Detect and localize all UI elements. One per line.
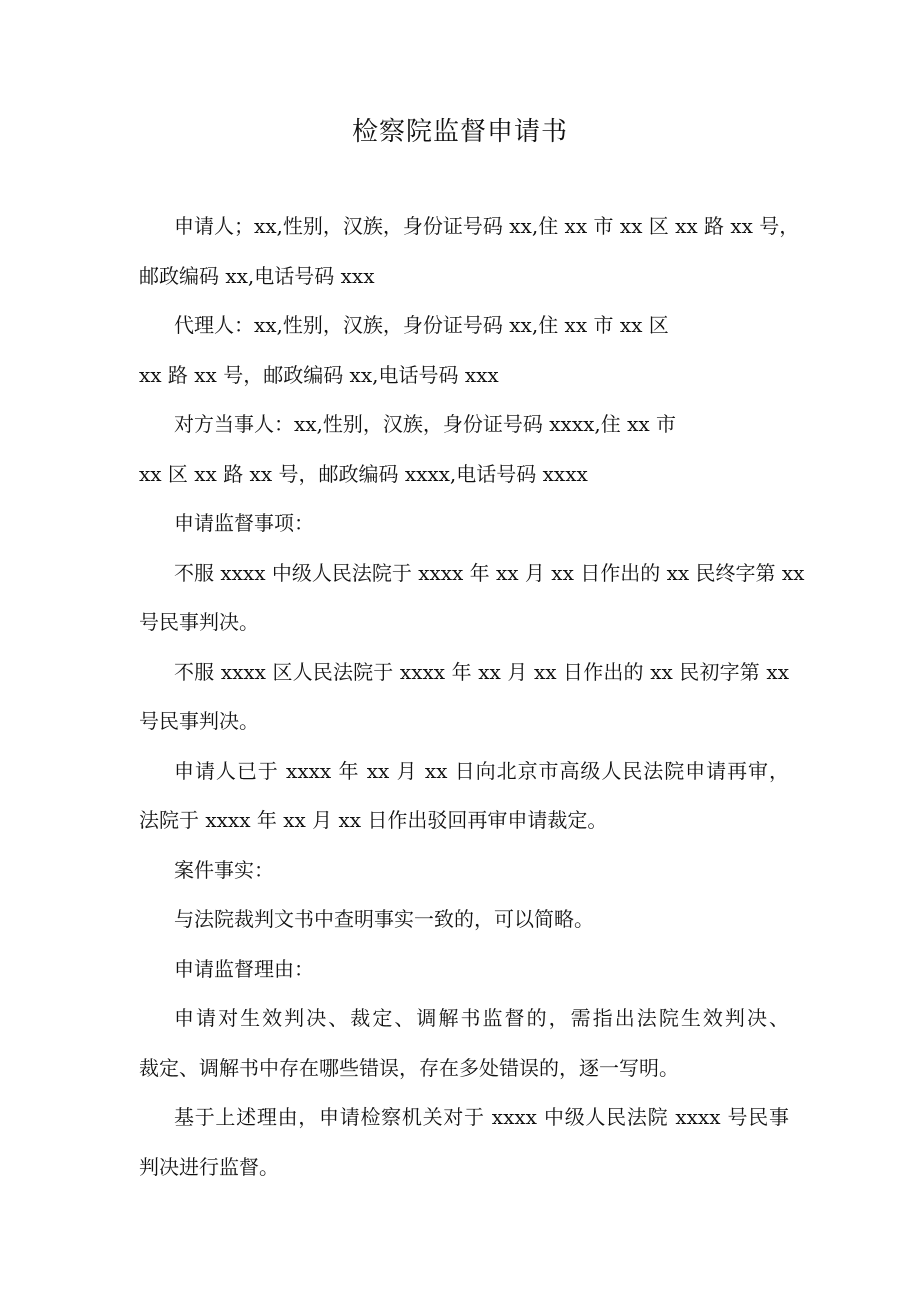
text-line: 对方当事人：xx,性别，汉族，身份证号码 xxxx,住 xx 市 [174,412,677,436]
text-line: 申请人；xx,性别，汉族，身份证号码 xx,住 xx 市 xx 区 xx 路 xx 号， [174,214,800,238]
section-heading: 案件事实： [174,857,274,882]
text-line: 不服 xxxx 中级人民法院于 xxxx 年 xx 月 xx 日作出的 xx 民终字第 xx [174,560,805,585]
text-line: xx 区 xx 路 xx 号，邮政编码 xxxx,电话号码 xxxx [139,461,588,486]
text-line: 法院于 xxxx 年 xx 月 xx 日作出驳回再审申请裁定。 [139,808,608,832]
text-line: 申请对生效判决、裁定、调解书监督的，需指出法院生效判决、 [174,1006,789,1030]
document-body [139,202,805,1192]
text-line: xx 路 xx 号，邮政编码 xx,电话号码 xxx [139,362,499,387]
section-heading: 申请监督事项： [174,511,314,535]
section-heading: 申请监督理由： [174,956,314,981]
text-line: 不服 xxxx 区人民法院于 xxxx 年 xx 月 xx 日作出的 xx 民初字第 xx [174,659,789,684]
document-title: 检察院监督申请书 [351,117,568,147]
text-line: 号民事判决。 [139,709,259,733]
text-line: 邮政编码 xx,电话号码 xxx [139,263,375,288]
text-line: 与法院裁判文书中查明事实一致的，可以简略。 [174,907,594,931]
text-line: 基于上述理由，申请检察机关对于 xxxx 中级人民法院 xxxx 号民事 [174,1105,789,1129]
text-line: 号民事判决。 [139,610,259,634]
text-line: 申请人已于 xxxx 年 xx 月 xx 日向北京市高级人民法院申请再审， [174,758,789,783]
text-line: 判决进行监督。 [139,1154,279,1179]
text-line: 代理人：xx,性别，汉族，身份证号码 xx,住 xx 市 xx 区 [174,313,669,337]
text-line: 裁定、调解书中存在哪些错误，存在多处错误的，逐一写明。 [139,1055,679,1080]
